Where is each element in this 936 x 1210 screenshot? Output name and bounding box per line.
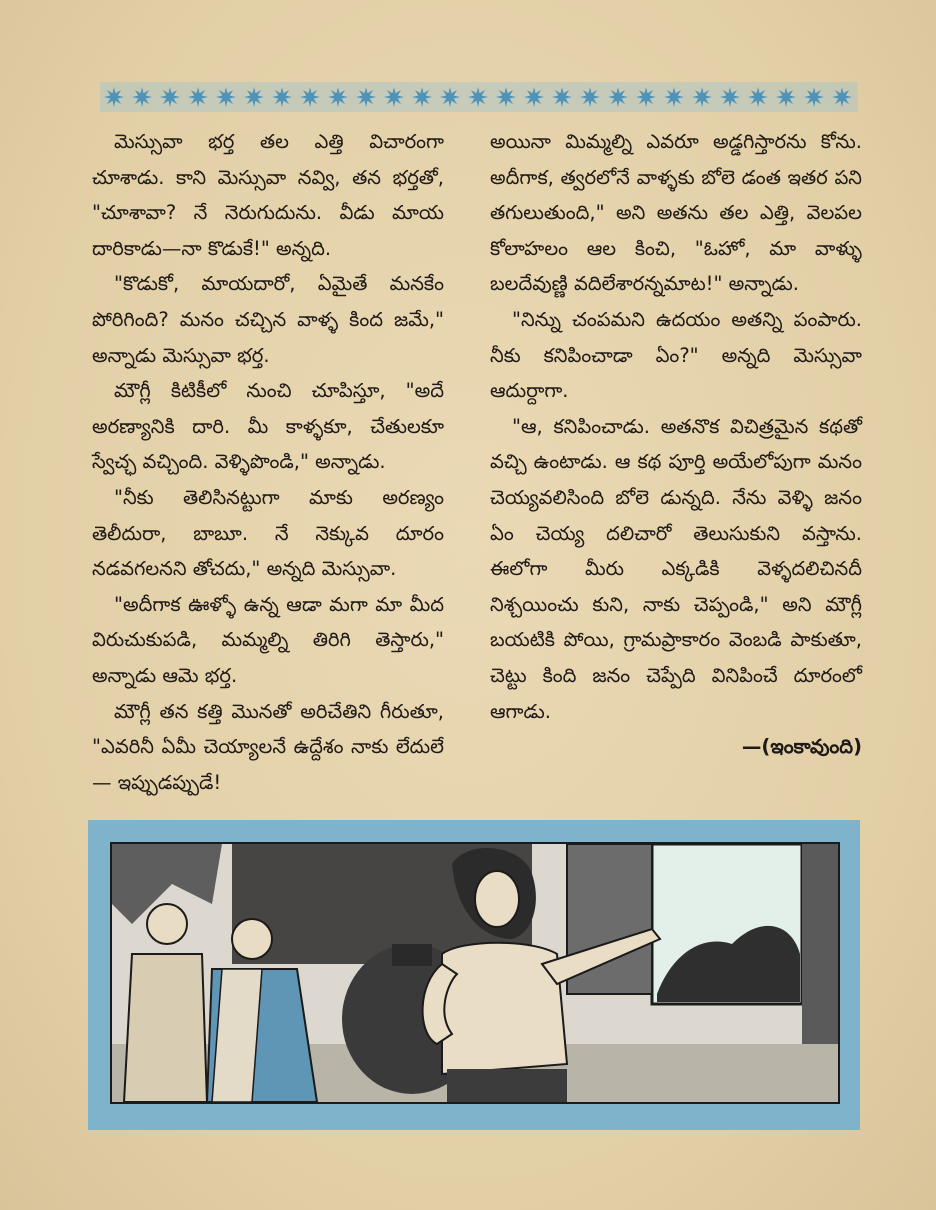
ornament-star [384, 87, 404, 107]
ornament-star [328, 87, 348, 107]
story-paragraph: "కొడుకో, మాయదారో, ఏమైతే మనకేం పోరిగింది? మనం చచ్చిన వాళ్ళ కింద జమే," అన్నాడు మెస్సువా భర్త. [92, 272, 444, 367]
ornament-star [412, 87, 432, 107]
ornament-star [356, 87, 376, 107]
story-paragraph: మౌగ్లీ కిటికీలో నుంచి చూపిస్తూ, "అదే అరణ్యానికి దారి. మీ కాళ్ళకూ, చేతులకూ స్వేచ్ఛ వచ్చింది. వెళ్ళిపొండి," అన్నాడు. [92, 379, 444, 474]
story-paragraph: "నీకు తెలిసినట్టుగా మాకు అరణ్యం తెలీదురా, బాబూ. నే నెక్కువ దూరం నడవగలనని తోచదు," అన్నది మెస్సువా. [92, 485, 444, 581]
story-paragraph: మౌగ్లీ తన కత్తి మొనతో అరిచేతిని గీరుతూ, "ఎవరినీ ఏమీ చెయ్యాలనే ఉద్దేశం నాకు లేదులే — ఇప్పుడప్పుడే! [92, 699, 444, 794]
ornament-star [748, 87, 768, 107]
ornament-star [132, 87, 152, 107]
illustration-drawing [112, 844, 838, 1102]
story-paragraph: మెస్సువా భర్త తల ఎత్తి విచారంగా చూశాడు. కాని మెస్సువా నవ్వి, తన భర్తతో, "చూశావా? నే నెరుగుదును. వీడు మాయ దారికాడు—నా కొడుకే!" అన్నది. [92, 130, 444, 260]
ornament-star [468, 87, 488, 107]
ornament-star [776, 87, 796, 107]
ornament-star [216, 87, 236, 107]
ornament-star [832, 87, 852, 107]
left-text-column [92, 124, 444, 800]
to-be-continued-label: —(ఇంకావుంది) [741, 735, 862, 759]
ornament-star [104, 87, 124, 107]
ornament-star [692, 87, 712, 107]
ornament-star [496, 87, 516, 107]
ornament-star [300, 87, 320, 107]
story-paragraph: "అదీగాక ఊళ్ళో ఉన్న ఆడా మగా మా మీద విరుచుకుపడి, మమ్మల్ని తిరిగి తెస్తారు," అన్నాడు ఆమె భర్త. [92, 592, 444, 687]
decorative-ornament-border [100, 82, 858, 112]
ornament-star [608, 87, 628, 107]
ornament-star [580, 87, 600, 107]
ornament-star [440, 87, 460, 107]
right-text-column [490, 124, 862, 765]
ornament-star [720, 87, 740, 107]
ornament-star [804, 87, 824, 107]
ornament-star [160, 87, 180, 107]
illustration [110, 842, 840, 1104]
ornament-star [524, 87, 544, 107]
ornament-star [244, 87, 264, 107]
ornament-star [636, 87, 656, 107]
ornament-star [188, 87, 208, 107]
story-paragraph: "ఆ, కనిపించాడు. అతనొక విచిత్రమైన కథతో వచ్చి ఉంటాడు. ఆ కథ పూర్తి అయేలోపుగా మనం చెయ్యవలిసింది బోలె డున్నది. నేను వెళ్ళి జనం ఏం చెయ్య దలిచారో తెలుసుకుని వస్తాను. ఈలోగా మీరు ఎక్కడికి వెళ్ళదలిచినదీ నిశ్చయించు కుని, నాకు చెప్పండి," అని మౌగ్లీ బయటికి పోయి, గ్రామప్రాకారం వెంబడి పాకుతూ, చెట్టు కింది జనం చెప్పేది వినిపించే దూరంలో ఆగాడు. [490, 414, 862, 723]
ornament-star [552, 87, 572, 107]
ornament-star [664, 87, 684, 107]
ornament-star [272, 87, 292, 107]
story-paragraph: అయినా మిమ్మల్ని ఎవరూ అడ్డగిస్తారను కోను. అదీగాక, త్వరలోనే వాళ్ళకు బోలె డంత ఇతర పని తగులుతుంది," అని అతను తల ఎత్తి, వెలపల కోలాహలం ఆల కించి, "ఓహో, మా వాళ్ళు బలదేవుణ్ణి వదిలేశారన్నమాట!" అన్నాడు. [490, 130, 862, 296]
story-paragraph: "నిన్ను చంపమని ఉదయం అతన్ని పంపారు. నీకు కనిపించాడా ఏం?" అన్నది మెస్సువా ఆదుర్దాగా. [490, 307, 862, 403]
